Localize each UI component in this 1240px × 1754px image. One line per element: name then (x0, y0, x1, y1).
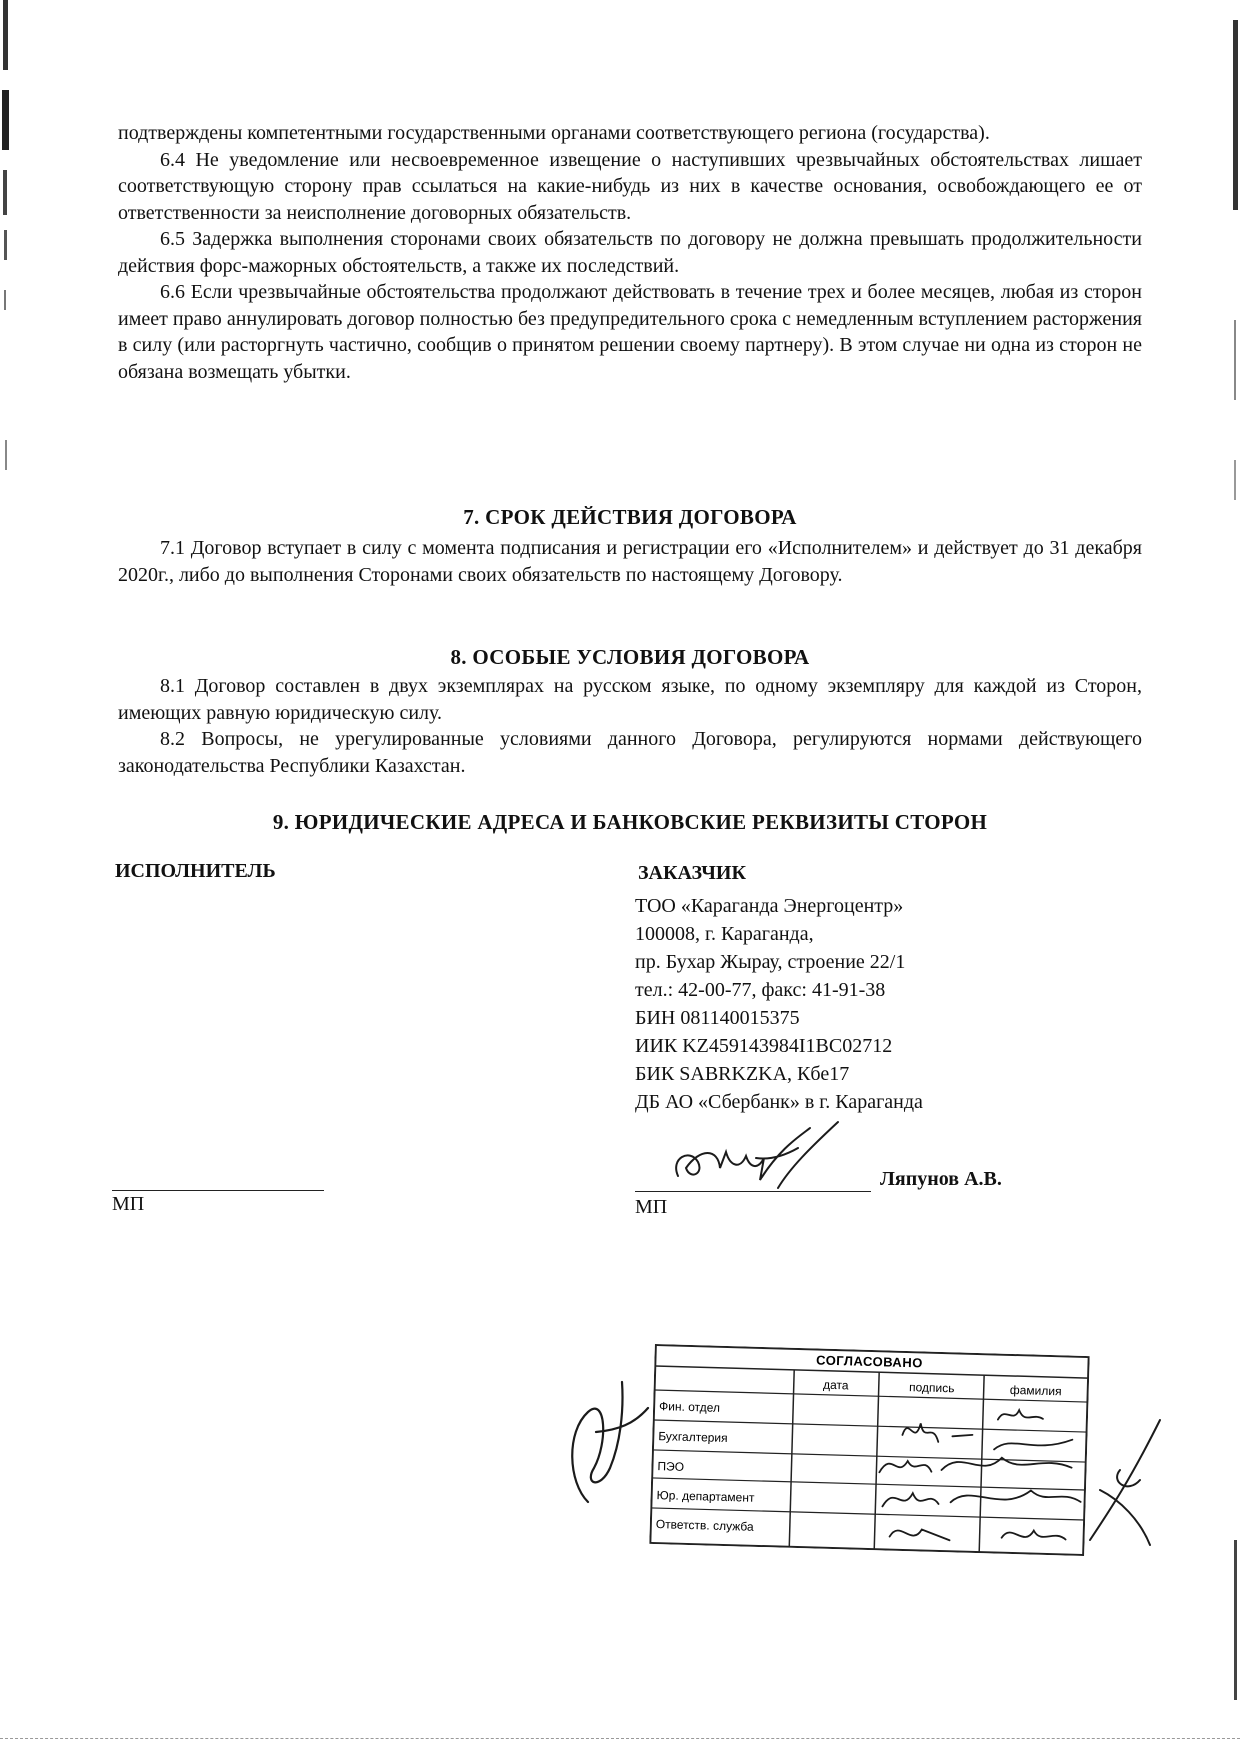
stamp-title: СОГЛАСОВАНО (815, 1352, 924, 1371)
approval-stamp (649, 1344, 1089, 1556)
customer-street: пр. Бухар Жырау, строение 22/1 (635, 951, 906, 973)
customer-requisites (635, 892, 923, 1116)
section-8-text (118, 673, 1142, 779)
customer-handwritten-signature (660, 1118, 860, 1198)
stamp-row-responsible: Ответств. служба (655, 1517, 754, 1534)
stamp-row-peo: ПЭО (657, 1459, 685, 1474)
customer-signer-name: Ляпунов А.В. (880, 1168, 1002, 1190)
paragraph-6-6: 6.6 Если чрезвычайные обстоятельства продолжают действовать в течение трех и более месяцев, любая из сторон имеет право аннулировать договор полностью без предупредительного срока с немедленным вступлением расторжения в силу (или расторгнуть частично, сообщив о принятом решении своему партнеру). В этом случае ни одна из сторон не обязана возмещать убытки. (118, 281, 1142, 383)
paragraph-6-4: 6.4 Не уведомление или несвоевременное извещение о наступивших чрезвычайных обстоятельствах лишает соответствующую сторону прав ссылаться на какие-нибудь из них в качестве основания, освобождающего ее от ответственности за неисполнение договорных обязательств. (118, 148, 1142, 224)
stamp-col-date: дата (822, 1377, 849, 1393)
page-bottom-edge (0, 1738, 1240, 1739)
paragraph-6-5: 6.5 Задержка выполнения сторонами своих обязательств по договору не должна превышать продолжительности действия форс-мажорных обстоятельств, а также их последствий. (118, 228, 1142, 277)
stamp-col-surname: фамилия (1009, 1382, 1062, 1399)
executor-label: ИСПОЛНИТЕЛЬ (115, 860, 276, 882)
customer-stamp-place: МП (635, 1196, 668, 1218)
customer-bik: БИК SABRKZKA, Кбе17 (635, 1063, 850, 1085)
customer-postcode-city: 100008, г. Караганда, (635, 923, 814, 945)
section-7-text (118, 535, 1142, 588)
executor-signature-line (112, 1190, 324, 1191)
approval-initials-signature (548, 1372, 658, 1512)
stamp-row-fin-dept: Фин. отдел (658, 1399, 721, 1415)
approval-side-signature (1080, 1410, 1170, 1550)
paragraph-8-1: 8.1 Договор составлен в двух экземплярах на русском языке, по одному экземпляру для каждой из Сторон, имеющих равную юридическую силу. (118, 675, 1142, 724)
section-8-heading: 8. ОСОБЫЕ УСЛОВИЯ ДОГОВОРА (450, 645, 810, 669)
section-7-heading: 7. СРОК ДЕЙСТВИЯ ДОГОВОРА (463, 505, 797, 529)
section-6-text (118, 120, 1142, 385)
stamp-row-legal: Юр. департамент (656, 1488, 755, 1505)
section-9-heading: 9. ЮРИДИЧЕСКИЕ АДРЕСА И БАНКОВСКИЕ РЕКВИЗИТЫ СТОРОН (272, 810, 988, 834)
stamp-row-accounting: Бухгалтерия (658, 1429, 728, 1446)
customer-company: ТОО «Караганда Энергоцентр» (635, 895, 904, 917)
customer-bank: ДБ АО «Сбербанк» в г. Караганда (635, 1091, 923, 1113)
customer-iik: ИИК KZ459143984I1BC02712 (635, 1035, 893, 1057)
customer-label: ЗАКАЗЧИК (638, 862, 746, 884)
executor-stamp-place: МП (112, 1193, 145, 1215)
paragraph-8-2: 8.2 Вопросы, не урегулированные условиями данного Договора, регулируются нормами действующего законодательства Республики Казахстан. (118, 728, 1142, 777)
stamp-col-signature: подпись (908, 1380, 955, 1396)
customer-phone-fax: тел.: 42-00-77, факс: 41-91-38 (635, 979, 886, 1001)
paragraph-7-1: 7.1 Договор вступает в силу с момента подписания и регистрации его «Исполнителем» и действует до 31 декабря 2020г., либо до выполнения Сторонами своих обязательств по настоящему Договору. (118, 537, 1142, 586)
continuation-paragraph: подтверждены компетентными государственными органами соответствующего региона (государства). (118, 122, 990, 144)
scan-edge-artifact (0, 0, 14, 480)
customer-bin: БИН 081140015375 (635, 1007, 800, 1029)
scan-edge-artifact (1230, 20, 1240, 1720)
